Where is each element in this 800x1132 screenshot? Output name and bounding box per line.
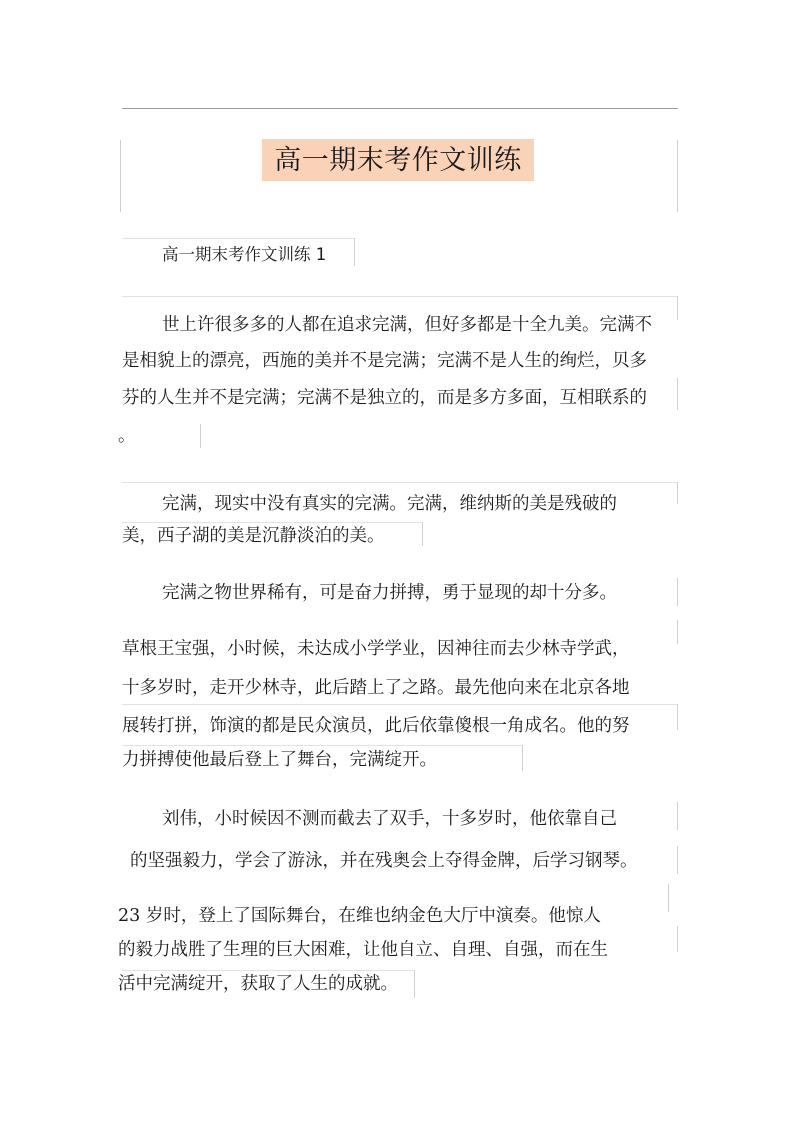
- paragraph-line: 展转打拼，饰演的都是民众演员，此后依靠傻根一角成名。他的努: [122, 716, 630, 736]
- frame-line: [677, 140, 678, 212]
- paragraph-line: 十多岁时，走开少林寺，此后踏上了之路。最先他向来在北京各地: [122, 678, 630, 698]
- frame-line: [668, 884, 669, 912]
- paragraph-line: 力拼搏使他最后登上了舞台，完满绽开。: [122, 750, 437, 770]
- paragraph-line: 的毅力战胜了生理的巨大困难，让他自立、自理、自强，而在生: [118, 940, 608, 960]
- frame-line: [120, 140, 121, 212]
- frame-line: [414, 970, 415, 998]
- paragraph-line: 活中完满绽开，获取了人生的成就。: [118, 974, 398, 994]
- frame-line: [677, 578, 678, 606]
- paragraph-line: 完满之物世界稀有，可是奋力拼搏，勇于显现的却十分多。: [162, 583, 617, 603]
- frame-line: [677, 926, 678, 952]
- frame-line: [122, 704, 678, 705]
- frame-line: [677, 296, 678, 320]
- frame-line: [122, 482, 678, 483]
- paragraph-line: 美，西子湖的美是沉静淡泊的美。: [122, 526, 385, 546]
- frame-line: [200, 424, 201, 448]
- paragraph-line: 芬的人生并不是完满；完满不是独立的，而是多方多面，互相联系的: [122, 388, 647, 408]
- frame-line: [677, 482, 678, 504]
- frame-line: [677, 802, 678, 830]
- frame-line: [122, 238, 354, 239]
- paragraph-line: 是相貌上的漂亮，西施的美并不是完满；完满不是人生的绚烂，贝多: [122, 351, 647, 371]
- header-rule: [122, 108, 678, 109]
- paragraph-line: 。: [118, 426, 136, 446]
- paragraph-line: 世上许很多多的人都在追求完满，但好多都是十全九美。完满不: [162, 315, 652, 335]
- frame-line: [122, 296, 678, 297]
- frame-line: [422, 522, 423, 546]
- document-subtitle: 高一期末考作文训练 1: [162, 245, 327, 264]
- paragraph-line: 的坚强毅力，学会了游泳，并在残奥会上夺得金牌，后学习钢琴。: [130, 851, 638, 871]
- frame-line: [354, 238, 355, 266]
- frame-line: [122, 970, 414, 971]
- paragraph-line: 完满，现实中没有真实的完满。完满，维纳斯的美是残破的: [162, 494, 617, 514]
- frame-line: [677, 620, 678, 644]
- frame-line: [122, 745, 522, 746]
- frame-line: [677, 378, 678, 410]
- frame-line: [122, 522, 422, 523]
- frame-line: [677, 704, 678, 730]
- paragraph-line: 23 岁时，登上了国际舞台，在维也纳金色大厅中演奏。他惊人: [118, 906, 601, 926]
- document-title: 高一期末考作文训练: [262, 139, 534, 181]
- paragraph-line: 草根王宝强，小时候，未达成小学学业，因神往而去少林寺学武，: [122, 639, 630, 659]
- paragraph-line: 刘伟，小时候因不测而截去了双手，十多岁时，他依靠自己: [162, 809, 617, 829]
- frame-line: [522, 745, 523, 771]
- frame-line: [677, 846, 678, 874]
